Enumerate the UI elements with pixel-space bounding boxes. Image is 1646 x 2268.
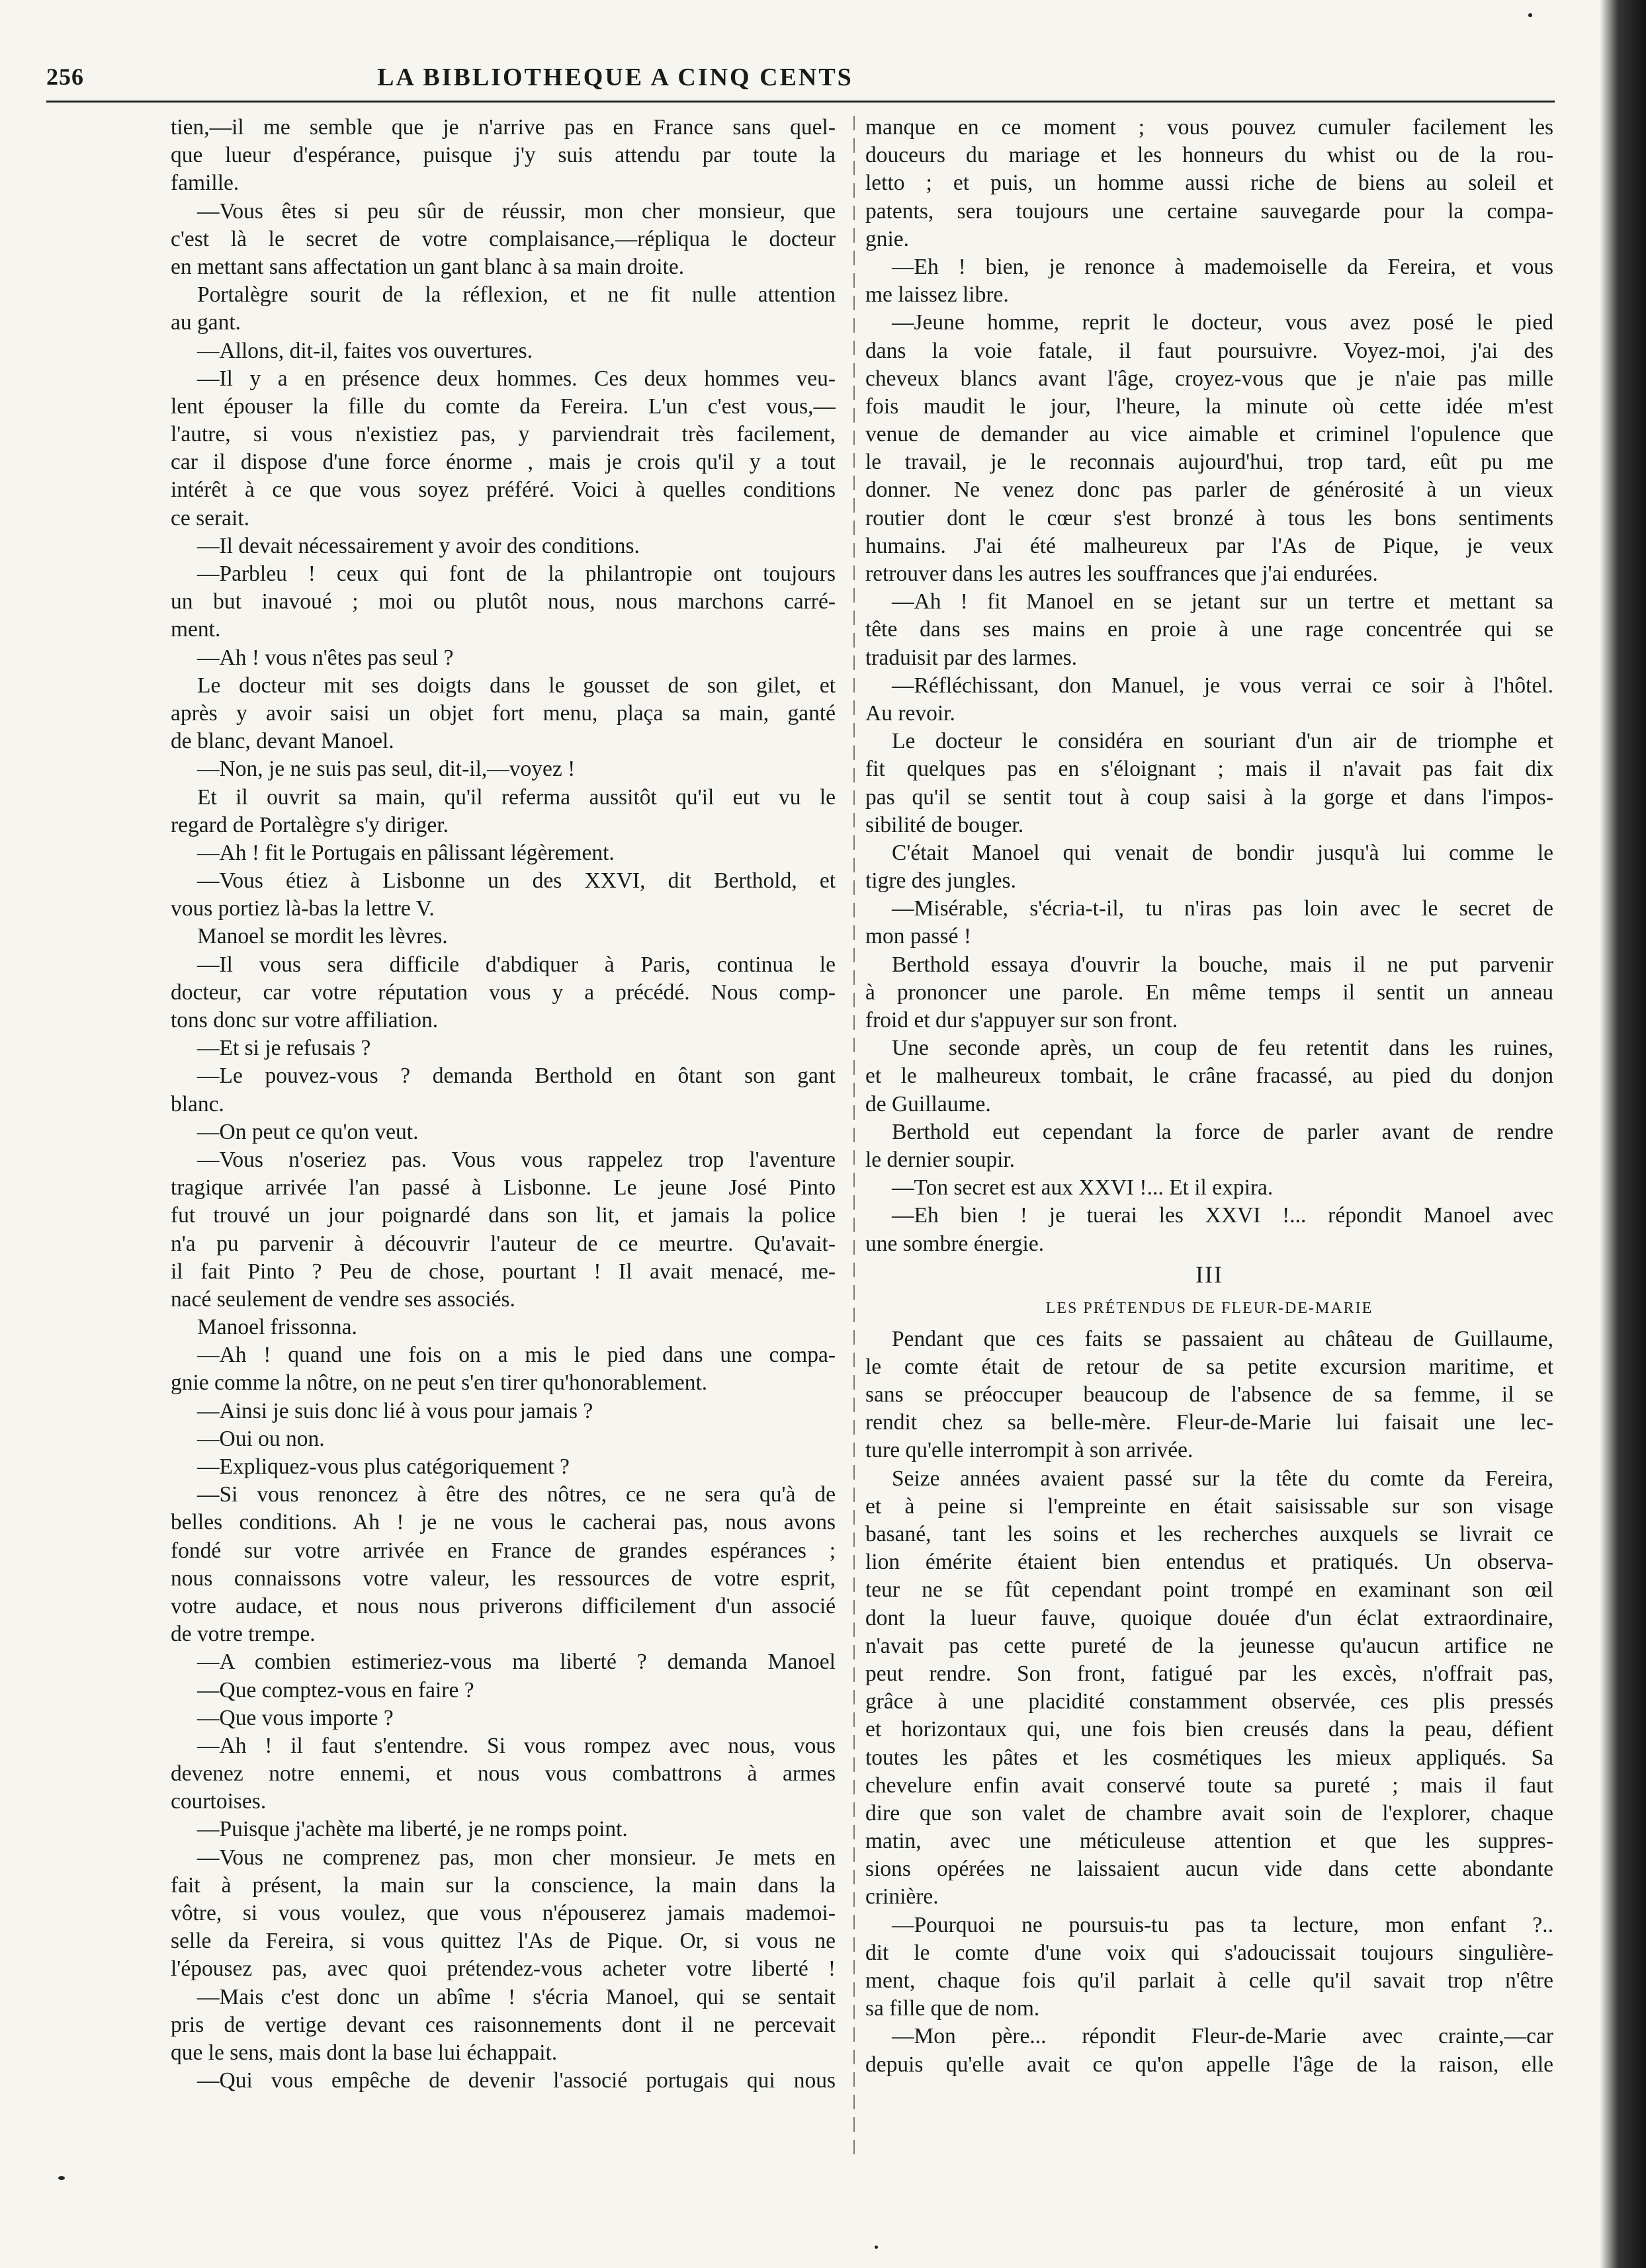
text-line: au gant. <box>171 310 241 335</box>
text-line: dont la lueur fauve, quoique douée d'un éclat extraordinaire, <box>865 1605 1553 1630</box>
text-line: vôtre, si vous voulez, que vous n'épouserez jamais mademoi- <box>171 1901 836 1925</box>
text-line: depuis qu'elle avait ce qu'on appelle l'âge de la raison, elle <box>865 2052 1553 2077</box>
text-line: Berthold essaya d'ouvrir la bouche, mais il ne put parvenir <box>892 952 1553 977</box>
text-line: Une seconde après, un coup de feu retentit dans les ruines, <box>892 1036 1553 1061</box>
text-line: sions opérées ne laissaient aucun vide dans cette abondante <box>865 1857 1553 1882</box>
text-line: —Ton secret est aux XXVI !... Et il expira. <box>892 1175 1274 1200</box>
text-line: fois maudit le jour, l'heure, la minute où cette idée m'est <box>865 394 1553 419</box>
text-line: rendit chez sa belle-mère. Fleur-de-Marie lui faisait une lec- <box>865 1410 1553 1435</box>
left-column <box>171 114 836 2095</box>
text-line: car il dispose d'une force énorme , mais je crois qu'il y a tout <box>171 450 836 475</box>
text-line: votre audace, et nous nous priverons difficilement d'un associé <box>171 1593 836 1618</box>
text-line: —Il vous sera difficile d'abdiquer à Paris, continua le <box>197 952 836 977</box>
text-line: —Mais c'est donc un abîme ! s'écria Manoel, qui se sentait <box>197 1984 836 2009</box>
text-line: de votre trempe. <box>171 1622 316 1647</box>
text-line: fondé sur votre arrivée en France de grandes espérances ; <box>171 1538 836 1563</box>
text-line: routier dont le cœur s'est bronzé à tous les bons sentiments <box>865 505 1553 530</box>
text-line: après y avoir saisi un objet fort menu, plaça sa main, ganté <box>171 700 836 726</box>
page-edge-shadow <box>1600 0 1646 2268</box>
text-line: —A combien estimeriez-vous ma liberté ? demanda Manoel <box>197 1650 836 1675</box>
text-line: venue de demander au vice aimable et criminel l'opulence que <box>865 422 1553 447</box>
text-line: donner. Ne venez donc pas parler de générosité à un vieux <box>865 478 1553 503</box>
text-line: —Si vous renoncez à être des nôtres, ce ne sera qu'à de <box>197 1482 836 1507</box>
text-line: courtoises. <box>171 1789 267 1814</box>
text-line: peut rendre. Son front, fatigué par les excès, n'offrait pas, <box>865 1661 1553 1686</box>
text-line: —Ainsi je suis donc lié à vous pour jamais ? <box>197 1398 593 1423</box>
text-line: retrouver dans les autres les souffrances que j'ai endurées. <box>865 562 1378 586</box>
text-line: et le malheureux tombait, le crâne fracassé, au pied du donjon <box>865 1064 1553 1089</box>
text-line: me laissez libre. <box>865 282 1009 308</box>
page-header <box>46 63 1568 96</box>
text-line: en mettant sans affectation un gant blanc à sa main droite. <box>171 254 685 279</box>
text-line: pas qu'il se sentit tout à coup saisi à la gorge et dans l'impos- <box>865 784 1553 810</box>
text-line: —Vous ne comprenez pas, mon cher monsieur. Je mets en <box>197 1845 836 1870</box>
text-line: tête dans ses mains en proie à une rage concentrée qui se <box>865 617 1553 642</box>
text-line: vous portiez là-bas la lettre V. <box>171 896 435 921</box>
text-line: grâce à une placidité constamment observée, ces plis pressés <box>865 1689 1553 1714</box>
text-line: —Réfléchissant, don Manuel, je vous verrai ce soir à l'hôtel. <box>892 673 1553 698</box>
text-line: ment, chaque fois qu'il parlait à celle qu'il savait trop n'être <box>865 1968 1553 1993</box>
text-line: que le sens, mais dont la base lui échappait. <box>171 2040 558 2065</box>
text-line: —Vous étiez à Lisbonne un des XXVI, dit Berthold, et <box>197 868 836 894</box>
text-line: Berthold eut cependant la force de parler avant de rendre <box>892 1119 1553 1144</box>
text-line: teur ne se fût cependant point trompé en examinant son œil <box>865 1577 1553 1603</box>
running-title: LA BIBLIOTHEQUE A CINQ CENTS <box>377 63 853 91</box>
text-line: —Que vous importe ? <box>197 1705 394 1730</box>
text-line: fut trouvé un jour poignardé dans son lit, et jamais la police <box>171 1203 836 1228</box>
text-line: regard de Portalègre s'y diriger. <box>171 812 449 837</box>
right-column <box>865 114 1553 2079</box>
text-line: —Eh ! bien, je renonce à mademoiselle da Fereira, et vous <box>892 254 1553 279</box>
right-column-text-after-section <box>865 1325 1553 2079</box>
text-line: Le docteur le considéra en souriant d'un air de triomphe et <box>892 729 1553 754</box>
text-line: tons donc sur votre affiliation. <box>171 1008 439 1032</box>
text-line: le comte était de retour de sa petite excursion maritime, et <box>865 1354 1553 1379</box>
text-line: —Jeune homme, reprit le docteur, vous avez posé le pied <box>892 310 1553 335</box>
text-line: matin, avec une méticuleuse attention et que les suppres- <box>865 1829 1553 1854</box>
text-line: froid et dur s'appuyer sur son front. <box>865 1008 1178 1032</box>
text-line: letto ; et puis, un homme aussi riche de biens au soleil et <box>865 171 1553 196</box>
text-line: sans se préoccuper beaucoup de l'absence de sa femme, il se <box>865 1382 1553 1407</box>
text-line: humains. J'ai été malheureux par l'As de Pique, je veux <box>865 533 1553 558</box>
text-line: intérêt à ce que vous soyez préféré. Voici à quelles conditions <box>171 478 836 503</box>
page-number: 256 <box>46 63 84 90</box>
text-line: à prononcer une parole. En même temps il sentit un anneau <box>865 980 1553 1005</box>
text-line: —Que comptez-vous en faire ? <box>197 1677 474 1702</box>
text-line: —Allons, dit-il, faites vos ouvertures. <box>197 338 533 363</box>
text-line: C'était Manoel qui venait de bondir jusqu'à lui comme le <box>892 840 1553 865</box>
text-line: que lueur d'espérance, puisque j'y suis attendu par toute la <box>171 143 836 168</box>
text-line: —Parbleu ! ceux qui font de la philantropie ont toujours <box>197 562 836 586</box>
text-line: nacé seulement de vendre ses associés. <box>171 1286 515 1312</box>
text-line: gnie. <box>865 226 910 251</box>
text-line: —Il y a en présence deux hommes. Ces deux hommes veu- <box>197 366 836 391</box>
text-line: c'est là le secret de votre complaisance,—répliqua le docteur <box>171 226 836 251</box>
text-line: —Et si je refusais ? <box>197 1036 371 1061</box>
text-line: —On peut ce qu'on veut. <box>197 1119 419 1144</box>
text-line: sibilité de bouger. <box>865 812 1024 837</box>
text-line: —Pourquoi ne poursuis-tu pas ta lecture, mon enfant ?.. <box>892 1912 1553 1937</box>
text-line: une sombre énergie. <box>865 1231 1045 1256</box>
text-line: le dernier soupir. <box>865 1147 1016 1172</box>
text-line: Manoel frissonna. <box>197 1315 357 1340</box>
text-line: n'a pu parvenir à découvrir l'auteur de ce meurtre. Qu'avait- <box>171 1231 836 1256</box>
text-line: Le docteur mit ses doigts dans le gousset de son gilet, et <box>197 673 836 698</box>
text-line: Au revoir. <box>865 700 955 726</box>
text-line: Portalègre sourit de la réflexion, et ne fit nulle attention <box>197 282 836 308</box>
text-line: —Ah ! il faut s'entendre. Si vous rompez avec nous, vous <box>197 1733 836 1758</box>
text-line: —Oui ou non. <box>197 1426 325 1451</box>
text-line: un but inavoué ; moi ou plutôt nous, nous marchons carré- <box>171 589 836 614</box>
text-line: selle da Fereira, si vous quittez l'As de Pique. Or, si vous ne <box>171 1929 836 1954</box>
text-line: —Ah ! quand une fois on a mis le pied dans une compa- <box>197 1343 836 1368</box>
text-line: fit quelques pas en s'éloignant ; mais il n'avait pas fait dix <box>865 757 1553 782</box>
scan-speck <box>58 2176 65 2180</box>
text-line: fait à présent, la main sur la conscience, la main dans la <box>171 1872 836 1898</box>
scan-speck <box>1528 13 1532 17</box>
scan-speck <box>875 2246 878 2249</box>
text-line: cheveux blancs avant l'âge, croyez-vous que je n'aie pas mille <box>865 366 1553 391</box>
text-line: et à peine si l'empreinte en était saisissable sur son visage <box>865 1493 1553 1519</box>
text-line: n'avait pas cette pureté de la jeunesse qu'aucun artifice ne <box>865 1633 1553 1658</box>
text-line: de blanc, devant Manoel. <box>171 729 394 754</box>
text-line: lion émérite étaient bien entendus et pratiqués. Un observa- <box>865 1550 1553 1575</box>
text-line: —Vous êtes si peu sûr de réussir, mon cher monsieur, que <box>197 198 836 224</box>
text-line: —Le pouvez-vous ? demanda Berthold en ôtant son gant <box>197 1064 836 1089</box>
text-line: —Vous n'oseriez pas. Vous vous rappelez trop l'aventure <box>197 1147 836 1172</box>
text-line: patents, sera toujours une certaine sauvegarde pour la compa- <box>865 198 1553 224</box>
text-line: manque en ce moment ; vous pouvez cumuler facilement les <box>865 115 1553 140</box>
text-line: sa fille que de nom. <box>865 1996 1040 2021</box>
text-line: devenez notre ennemi, et nous vous combattrons à armes <box>171 1761 836 1786</box>
text-line: gnie comme la nôtre, on ne peut s'en tirer qu'honorablement. <box>171 1370 708 1396</box>
text-line: chevelure enfin avait conservé toute sa pureté ; mais il faut <box>865 1773 1553 1798</box>
text-line: —Expliquez-vous plus catégoriquement ? <box>197 1454 570 1479</box>
text-line: —Ah ! fit Manoel en se jetant sur un tertre et mettant sa <box>892 589 1553 614</box>
text-line: —Ah ! fit le Portugais en pâlissant légèrement. <box>197 840 615 865</box>
text-line: —Il devait nécessairement y avoir des conditions. <box>197 533 640 558</box>
text-line: traduisit par des larmes. <box>865 645 1078 670</box>
section-number: III <box>1195 1261 1223 1288</box>
text-line: douceurs du mariage et les honneurs du whist ou de la rou- <box>865 143 1553 168</box>
text-line: Pendant que ces faits se passaient au château de Guillaume, <box>892 1326 1553 1351</box>
text-line: —Qui vous empêche de devenir l'associé portugais qui nous <box>197 2068 836 2093</box>
text-line: docteur, car votre réputation vous y a précédé. Nous comp- <box>171 980 836 1005</box>
text-line: basané, tant les soins et les recherches auxquels se livrait ce <box>865 1522 1553 1546</box>
text-line: tien,—il me semble que je n'arrive pas en France sans quel- <box>171 115 836 140</box>
text-line: pris de vertige devant ces raisonnements dont il ne percevait <box>171 2012 836 2037</box>
text-line: —Mon père... répondit Fleur-de-Marie avec crainte,—car <box>892 2024 1553 2049</box>
text-line: dans la voie fatale, il faut poursuivre. Voyez-moi, j'ai des <box>865 338 1553 363</box>
text-line: belles conditions. Ah ! je ne vous le cacherai pas, nous avons <box>171 1510 836 1535</box>
text-line: toutes les pâtes et les cosmétiques les mieux appliqués. Sa <box>865 1745 1553 1770</box>
section-title: LES PRÉTENDUS DE FLEUR-DE-MARIE <box>1045 1299 1373 1317</box>
text-line: crinière. <box>865 1884 939 1910</box>
text-line: blanc. <box>171 1091 224 1116</box>
text-line: —Puisque j'achète ma liberté, je ne romps point. <box>197 1817 628 1842</box>
text-line: et horizontaux qui, une fois bien creusés dans la peau, défient <box>865 1717 1553 1742</box>
text-line: lent épouser la fille du comte da Fereira. L'un c'est vous,— <box>171 394 836 419</box>
text-line: Manoel se mordit les lèvres. <box>197 924 448 949</box>
text-line: dire que son valet de chambre avait soin de l'explorer, chaque <box>865 1800 1553 1826</box>
text-line: —Eh bien ! je tuerai les XXVI !... répondit Manoel avec <box>892 1203 1553 1228</box>
text-line: Seize années avaient passé sur la tête du comte da Fereira, <box>892 1466 1553 1491</box>
text-line: —Ah ! vous n'êtes pas seul ? <box>197 645 454 670</box>
text-line: —Non, je ne suis pas seul, dit-il,—voyez ! <box>197 757 576 782</box>
text-line: ment. <box>171 617 221 642</box>
text-line: ce serait. <box>171 505 250 530</box>
text-line: l'épousez pas, avec quoi prétendez-vous acheter votre liberté ! <box>171 1956 836 1982</box>
text-line: tigre des jungles. <box>865 868 1016 894</box>
text-line: il fait Pinto ? Peu de chose, pourtant ! Il avait menacé, me- <box>171 1259 836 1284</box>
text-line: —Misérable, s'écria-t-il, tu n'iras pas loin avec le secret de <box>892 896 1553 921</box>
text-line: ture qu'elle interrompit à son arrivée. <box>865 1438 1193 1463</box>
text-line: l'autre, si vous n'existiez pas, y parviendrait très facilement, <box>171 422 836 447</box>
header-rule <box>46 101 1555 103</box>
right-column-text-before-section <box>865 114 1553 1258</box>
text-line: famille. <box>171 171 239 196</box>
text-line: dit le comte d'une voix qui s'adoucissait toujours singulière- <box>865 1940 1553 1965</box>
text-line: tragique arrivée l'an passé à Lisbonne. Le jeune José Pinto <box>171 1175 836 1200</box>
column-divider <box>853 116 855 2160</box>
text-line: le travail, je le reconnais aujourd'hui, trop tard, eût pu me <box>865 450 1553 475</box>
text-line: de Guillaume. <box>865 1091 991 1116</box>
text-line: Et il ouvrit sa main, qu'il referma aussitôt qu'il eut vu le <box>197 784 836 810</box>
text-line: nous connaissons votre valeur, les ressources de votre esprit, <box>171 1566 836 1591</box>
text-line: mon passé ! <box>865 924 972 949</box>
